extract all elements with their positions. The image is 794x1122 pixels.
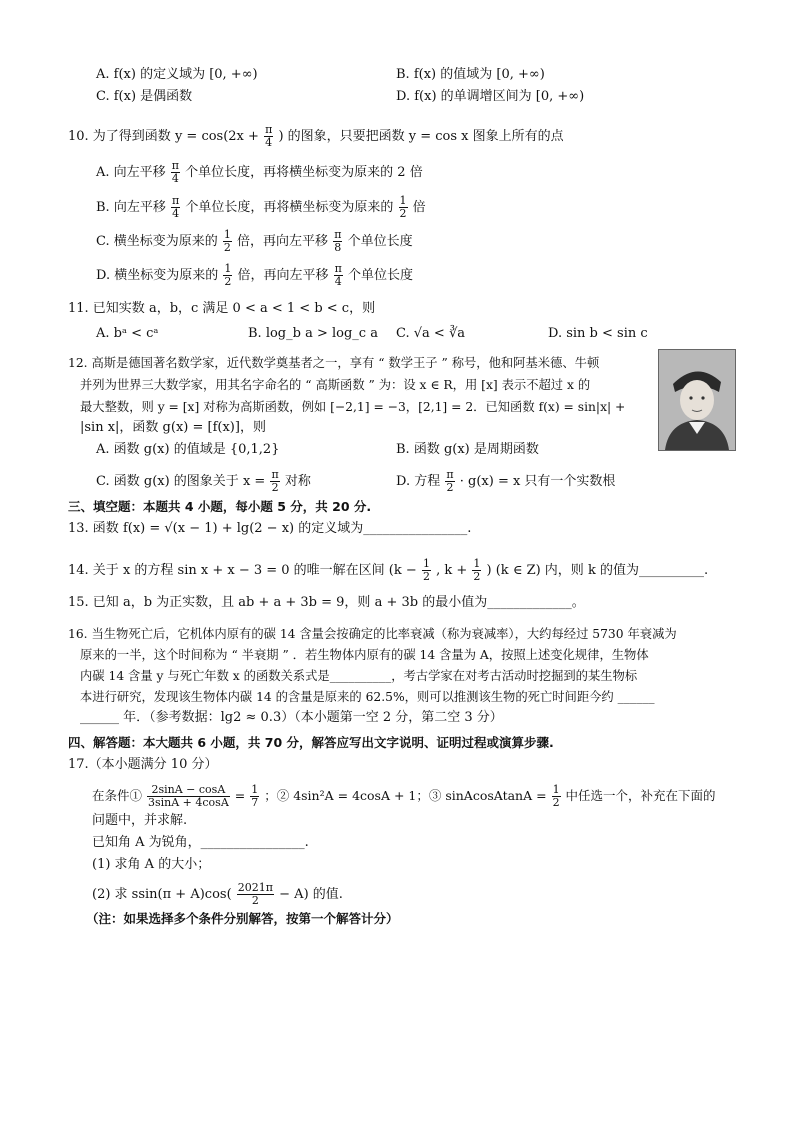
- gauss-portrait: [658, 349, 736, 451]
- q10-option-a: A. 向左平移 $\frac{\pi}{4}$ 个单位长度，再将横坐标变为原来的 2 倍: [96, 159, 423, 185]
- q12-option-c: C. 函数 g(x) 的图象关于 x = $\frac{\pi}{2}$ 对称: [96, 468, 311, 494]
- q17-part-1: (1) 求角 A 的大小；: [92, 857, 211, 872]
- q17-line-3: 已知角 A 为锐角，________________.: [92, 835, 309, 850]
- q17-part-2: (2) 求 ssin(π + A)cos( $\frac{2021\pi}{2}$ − A) 的值.: [92, 881, 343, 907]
- q9-option-d: D. f(x) 的单调增区间为 [0, +∞): [396, 89, 585, 104]
- gauss-portrait-icon: [659, 350, 735, 450]
- q12-option-b: B. 函数 g(x) 是周期函数: [396, 442, 539, 457]
- q12-line-3: 最大整数，则 y = [x] 对称为高斯函数，例如 [−2,1] = −3，[2,1] = 2．已知函数 f(x) = sin|x| +: [80, 400, 626, 414]
- q17-conditions: 在条件① $\frac{2\sin A - \cos A}{3\sin A + 4\cos A}$ = $\frac{1}{7}$ ；② 4sin²A = 4cosA + 1；③ sinAcosAtanA = $\frac{1}{2}$ 中任选一个，补充在下面的: [92, 783, 716, 809]
- q9-option-c: C. f(x) 是偶函数: [96, 89, 193, 104]
- q10-stem: 10. 为了得到函数 y = cos(2x + $\frac{\pi}{4}$ ) 的图象，只要把函数 y = cos x 图象上所有的点: [68, 123, 564, 149]
- q16-line-2: 原来的一半，这个时间称为 “ 半衰期 ” ．若生物体内原有的碳 14 含量为 A，按照上述变化规律，生物体: [80, 648, 649, 662]
- section-4-header: 四、解答题：本大题共 6 小题，共 70 分，解答应写出文字说明、证明过程或演算步骤.: [68, 735, 554, 750]
- q12-option-d: D. 方程 $\frac{\pi}{2}$ · g(x) = x 只有一个实数根: [396, 468, 616, 494]
- q13: 13. 函数 f(x) = √(x − 1) + lg(2 − x) 的定义域为________________.: [68, 521, 472, 536]
- q11-option-b: B. log_b a > log_c a: [248, 326, 378, 341]
- q16-line-1: 16. 当生物死亡后，它机体内原有的碳 14 含量会按确定的比率衰减（称为衰减率），大约每经过 5730 年衰减为: [68, 627, 677, 641]
- q16-line-5: ______ 年．（参考数据：lg2 ≈ 0.3）（本小题第一空 2 分，第二空 3 分）: [80, 710, 503, 725]
- q17-title: 17.（本小题满分 10 分）: [68, 757, 218, 772]
- q16-line-4: 本进行研究，发现该生物体内碳 14 的含量是原来的 62.5%，则可以推测该生物的死亡时间距今约 ______: [80, 690, 655, 704]
- q10-option-d: D. 横坐标变为原来的 $\frac{1}{2}$ 倍，再向左平移 $\frac{\pi}{4}$ 个单位长度: [96, 262, 414, 288]
- section-3-header: 三、填空题：本题共 4 小题，每小题 5 分，共 20 分.: [68, 499, 372, 514]
- q10-option-b: B. 向左平移 $\frac{\pi}{4}$ 个单位长度，再将横坐标变为原来的 $\frac{1}{2}$ 倍: [96, 194, 426, 220]
- q11-option-d: D. sin b < sin c: [548, 326, 648, 341]
- q16-line-3: 内碳 14 含量 y 与死亡年数 x 的函数关系式是__________，考古学家在对考古活动时挖掘到的某生物标: [80, 669, 638, 683]
- q11-stem: 11. 已知实数 a，b，c 满足 0 < a < 1 < b < c，则: [68, 301, 376, 316]
- q11-option-a: A. bᵃ < cᵃ: [96, 326, 159, 341]
- q9-option-a: A. f(x) 的定义域为 [0, +∞): [96, 67, 258, 82]
- q15: 15. 已知 a，b 为正实数，且 ab + a + 3b = 9，则 a + 3b 的最小值为_____________。: [68, 595, 585, 610]
- q17-note: （注：如果选择多个条件分别解答，按第一个解答计分）: [86, 911, 399, 926]
- q12-line-2: 并列为世界三大数学家，用其名字命名的 “ 高斯函数 ” 为：设 x ∈ R，用 [x] 表示不超过 x 的: [80, 378, 591, 392]
- q10-option-c: C. 横坐标变为原来的 $\frac{1}{2}$ 倍，再向左平移 $\frac{\pi}{8}$ 个单位长度: [96, 228, 413, 254]
- q12-option-a: A. 函数 g(x) 的值域是 {0,1,2}: [96, 442, 280, 457]
- q11-option-c: C. √a < ∛a: [396, 326, 465, 341]
- q12-line-1: 12. 高斯是德国著名数学家，近代数学奠基者之一，享有 “ 数学王子 ” 称号，他和阿基米德、牛顿: [68, 356, 600, 370]
- q12-line-4: |sin x|，函数 g(x) = [f(x)]，则: [80, 420, 266, 435]
- q9-option-b: B. f(x) 的值域为 [0, +∞): [396, 67, 545, 82]
- q17-line-2: 问题中，并求解.: [92, 813, 188, 828]
- q14: 14. 关于 x 的方程 sin x + x − 3 = 0 的唯一解在区间 (k − $\frac{1}{2}$ , k + $\frac{1}{2}$ ) (k ∈ Z) 内，则 k 的值为__________.: [68, 557, 709, 583]
